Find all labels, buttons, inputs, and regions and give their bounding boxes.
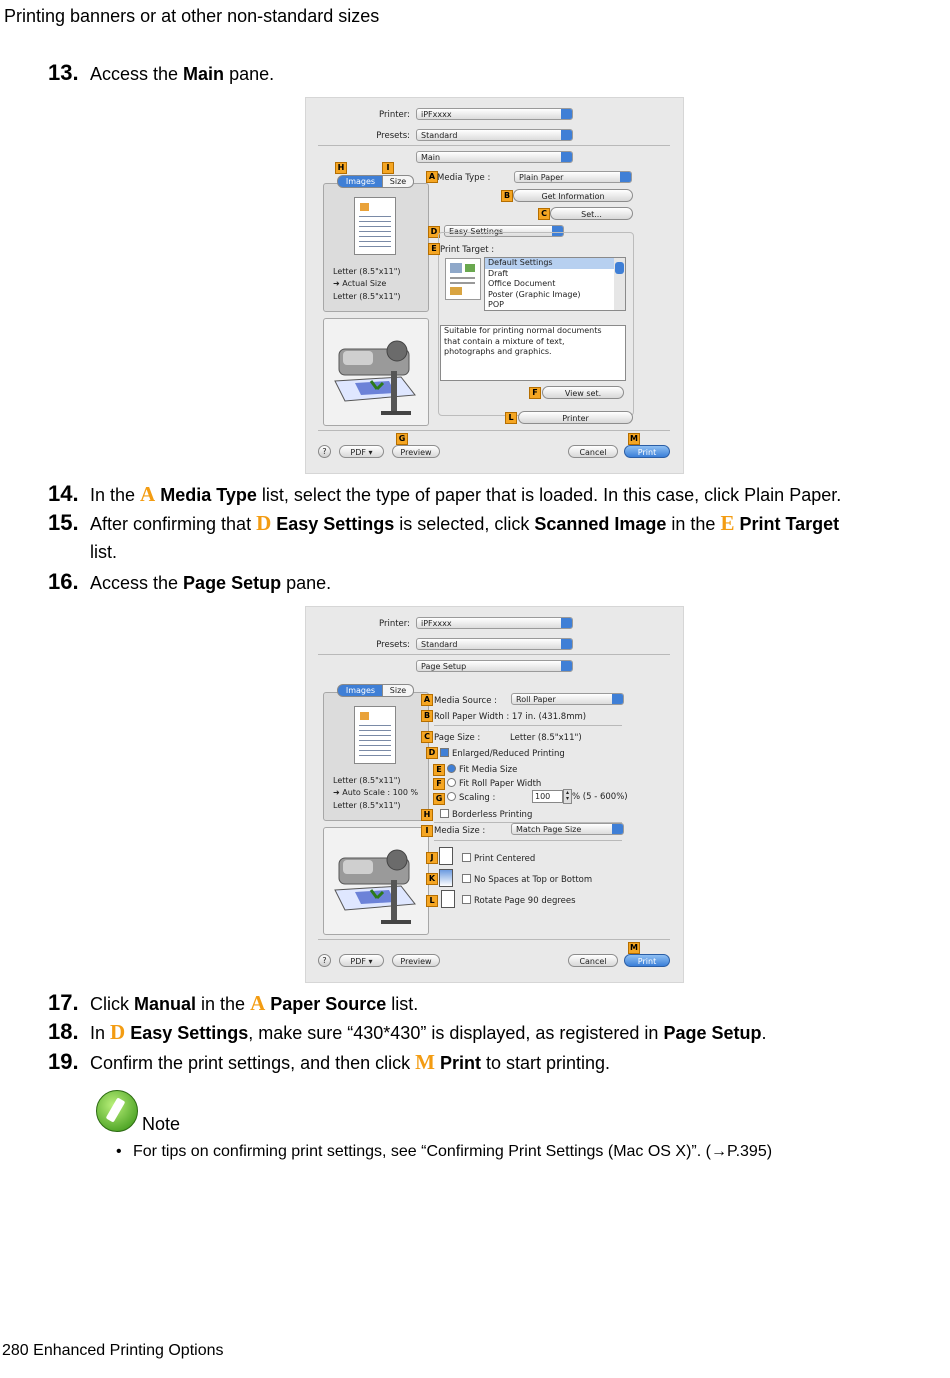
step-19 <box>48 1051 610 1074</box>
printer-button[interactable]: Printer <box>518 411 633 424</box>
checkbox-checked-icon <box>440 748 449 757</box>
note-text: For tips on confirming print settings, see “Confirming Print Settings (Mac OS X)”. (→P.395) <box>133 1143 773 1160</box>
note-title: Note <box>142 1114 181 1134</box>
step-text: Confirm the print settings, and then click <box>90 1053 416 1073</box>
presets-label: Presets: <box>376 640 410 650</box>
step-17 <box>48 992 418 1015</box>
list-item[interactable]: Draft <box>488 268 509 278</box>
enlarged-reduced-checkbox[interactable] <box>440 748 565 759</box>
step-number: 14. <box>48 481 79 506</box>
size-line-2-text: Actual Size <box>342 279 387 288</box>
step-number: 18. <box>48 1019 79 1044</box>
divider <box>318 654 670 655</box>
radio-selected-icon <box>447 764 456 773</box>
media-type-label: Media Type : <box>437 173 491 183</box>
checkbox-icon <box>462 895 471 904</box>
printer-label: Printer: <box>379 619 410 629</box>
page-preview <box>354 706 396 764</box>
step-text: In <box>90 1023 111 1043</box>
radio-label: Scaling : <box>459 793 496 803</box>
step-number: 13. <box>48 60 79 85</box>
callout-letter: M <box>415 1050 435 1074</box>
print-dialog-main-screenshot <box>305 97 684 474</box>
step-number: 15. <box>48 510 79 535</box>
print-dialog-page-setup-screenshot <box>305 606 684 983</box>
badge-k: K <box>426 873 438 885</box>
badge-g: G <box>396 433 408 445</box>
tab-size[interactable]: Size <box>382 175 414 188</box>
print-button[interactable]: Print <box>624 445 670 458</box>
media-type-popup[interactable]: Plain Paper <box>514 171 632 183</box>
tab-size[interactable]: Size <box>382 684 414 697</box>
checkbox-icon <box>462 874 471 883</box>
step-13 <box>48 62 274 85</box>
step-bold: Media Type <box>155 485 257 505</box>
list-item[interactable]: Default Settings <box>485 258 625 269</box>
roll-paper-width: Roll Paper Width : 17 in. (431.8mm) <box>434 712 587 722</box>
step-bold: Easy Settings <box>125 1023 249 1043</box>
picture-thumb-icon <box>360 203 369 211</box>
printer-popup[interactable]: iPFxxxx <box>416 617 573 629</box>
print-button[interactable]: Print <box>624 954 670 967</box>
step-bold: Page Setup <box>183 573 282 593</box>
step-bold: Print <box>434 1053 481 1073</box>
callout-letter: A <box>140 482 156 506</box>
media-size-label: Media Size : <box>434 826 486 836</box>
size-line-2-text: Auto Scale : 100 % <box>342 788 419 797</box>
badge-f: F <box>433 778 445 790</box>
preview-button[interactable]: Preview <box>392 445 440 458</box>
radio-label: Fit Media Size <box>459 765 518 775</box>
fit-roll-width-radio[interactable] <box>447 778 541 789</box>
step-text: . <box>761 1023 767 1043</box>
checkbox-label: Borderless Printing <box>452 810 533 820</box>
printer-illustration-icon <box>331 331 423 426</box>
radio-icon <box>447 778 456 787</box>
step-bold: Easy Settings <box>271 514 395 534</box>
scrollbar[interactable] <box>614 258 625 310</box>
list-item[interactable]: Office Document <box>488 279 556 288</box>
tab-images[interactable]: Images <box>337 175 384 188</box>
list-item[interactable]: POP <box>488 300 504 309</box>
printer-label: Printer: <box>379 110 410 120</box>
description-box <box>440 325 626 381</box>
step-text: pane. <box>224 64 275 84</box>
divider <box>434 725 622 726</box>
step-text: Access the <box>90 573 184 593</box>
badge-j: J <box>426 852 438 864</box>
badge-f: F <box>529 387 541 399</box>
media-source-popup[interactable]: Roll Paper <box>511 693 624 705</box>
divider <box>434 840 622 841</box>
step-text: is selected, click <box>394 514 535 534</box>
badge-c: C <box>421 731 433 743</box>
badge-l: L <box>426 895 438 907</box>
callout-letter: A <box>250 991 266 1015</box>
step-text: After confirming that <box>90 514 257 534</box>
size-line-2 <box>333 787 418 799</box>
step-number: 19. <box>48 1049 79 1074</box>
step-bold: Manual <box>134 994 197 1014</box>
help-button[interactable]: ? <box>318 954 331 967</box>
callout-letter: E <box>720 511 735 535</box>
step-number: 16. <box>48 569 79 594</box>
checkbox-icon <box>440 809 449 818</box>
arrow-down-icon: ➜ <box>333 279 343 288</box>
printer-illustration-icon <box>331 840 423 935</box>
print-target-thumbnail-icon <box>445 258 481 300</box>
step-text: in the <box>666 514 721 534</box>
size-line-1: Letter (8.5"x11") <box>333 267 401 276</box>
printer-popup[interactable]: iPFxxxx <box>416 108 573 120</box>
step-text: In the <box>90 485 141 505</box>
page-footer: 280 Enhanced Printing Options <box>2 1342 224 1359</box>
radio-icon <box>447 792 456 801</box>
cancel-button[interactable]: Cancel <box>568 445 618 458</box>
size-line-3: Letter (8.5"x11") <box>333 292 401 301</box>
note-pencil-icon <box>96 1090 138 1132</box>
print-centered-checkbox[interactable] <box>462 853 535 864</box>
scaling-input[interactable]: 100 <box>532 790 563 803</box>
help-button[interactable]: ? <box>318 445 331 458</box>
picture-thumb-icon <box>360 712 369 720</box>
badge-b: B <box>421 710 433 722</box>
pdf-button[interactable]: PDF ▾ <box>339 445 384 458</box>
step-bold: Main <box>183 64 225 84</box>
badge-c: C <box>538 208 550 220</box>
badge-e: E <box>433 764 445 776</box>
badge-m: M <box>628 433 640 445</box>
size-line-2 <box>333 278 386 290</box>
set-button[interactable]: Set... <box>550 207 633 220</box>
badge-h: H <box>421 809 433 821</box>
pdf-button[interactable]: PDF ▾ <box>339 954 384 967</box>
tab-images[interactable]: Images <box>337 684 384 697</box>
bullet-marker: • <box>116 1143 122 1160</box>
print-target-label: Print Target : <box>440 245 495 255</box>
page-size-label: Page Size : <box>434 733 481 743</box>
page-preview <box>354 197 396 255</box>
pane-popup[interactable]: Page Setup <box>416 660 573 672</box>
step-bold: Paper Source <box>265 994 387 1014</box>
no-spaces-checkbox[interactable] <box>462 874 592 885</box>
no-spaces-icon <box>439 869 453 887</box>
size-line-1: Letter (8.5"x11") <box>333 776 401 785</box>
step-text: , make sure “430*430” is displayed, as registered in <box>248 1023 664 1043</box>
checkbox-label: Print Centered <box>474 854 536 864</box>
cancel-button[interactable]: Cancel <box>568 954 618 967</box>
size-line-3: Letter (8.5"x11") <box>333 801 401 810</box>
step-15-continuation: list. <box>90 542 117 562</box>
presets-popup[interactable]: Standard <box>416 638 573 650</box>
step-text: list, select the type of paper that is loaded. In this case, click Plain Paper. <box>256 485 842 505</box>
badge-b: B <box>501 190 513 202</box>
step-bold: Scanned Image <box>534 514 667 534</box>
checkbox-label: No Spaces at Top or Bottom <box>474 875 593 885</box>
step-bold: Print Target <box>734 514 840 534</box>
rotate-page-checkbox[interactable] <box>462 895 576 906</box>
badge-a: A <box>426 171 438 183</box>
step-bold: Page Setup <box>663 1023 762 1043</box>
badge-i: I <box>382 162 394 174</box>
note-bullet <box>116 1143 772 1161</box>
list-item[interactable]: Poster (Graphic Image) <box>488 289 581 299</box>
badge-l: L <box>505 412 517 424</box>
badge-a: A <box>421 694 433 706</box>
divider <box>318 939 670 940</box>
scaling-range: % (5 - 600%) <box>572 792 628 802</box>
checkbox-label: Rotate Page 90 degrees <box>474 896 576 906</box>
step-text: to start printing. <box>481 1053 611 1073</box>
get-information-button[interactable]: Get Information <box>513 189 633 202</box>
arrow-down-icon: ➜ <box>333 788 343 797</box>
media-source-label: Media Source : <box>434 696 497 706</box>
description-text: Suitable for printing normal documents that contain a mixture of text, photographs and graphics. <box>444 326 602 356</box>
borderless-checkbox[interactable] <box>440 809 532 820</box>
pane-popup[interactable]: Main <box>416 151 573 163</box>
checkbox-label: Enlarged/Reduced Printing <box>452 749 565 759</box>
step-16 <box>48 571 331 594</box>
badge-m: M <box>628 942 640 954</box>
preview-button[interactable]: Preview <box>392 954 440 967</box>
presets-popup[interactable]: Standard <box>416 129 573 141</box>
badge-i: I <box>421 825 433 837</box>
step-18 <box>48 1021 767 1044</box>
presets-label: Presets: <box>376 131 410 141</box>
divider <box>318 430 670 431</box>
print-centered-icon <box>439 847 453 865</box>
step-text: list. <box>386 994 419 1014</box>
divider <box>318 145 670 146</box>
checkbox-icon <box>462 853 471 862</box>
running-header: Printing banners or at other non-standard sizes <box>4 6 380 26</box>
step-text: Access the <box>90 64 184 84</box>
fit-media-size-radio[interactable] <box>447 764 517 775</box>
easy-settings-popup[interactable]: Easy Settings <box>444 225 564 237</box>
rotate-page-icon <box>441 890 455 908</box>
badge-g: G <box>433 793 445 805</box>
page-size-value: Letter (8.5"x11") <box>510 733 582 743</box>
badge-e: E <box>428 243 440 255</box>
badge-h: H <box>335 162 347 174</box>
step-number: 17. <box>48 990 79 1015</box>
radio-label: Fit Roll Paper Width <box>459 779 542 789</box>
scaling-stepper[interactable]: ▴ ▾ <box>563 789 572 804</box>
step-text: pane. <box>281 573 332 593</box>
callout-letter: D <box>110 1020 126 1044</box>
badge-d: D <box>428 226 440 238</box>
badge-d: D <box>426 747 438 759</box>
step-15 <box>48 512 839 535</box>
media-size-popup[interactable]: Match Page Size <box>511 823 624 835</box>
scaling-radio[interactable] <box>447 792 495 803</box>
step-14 <box>48 483 841 506</box>
step-text: Click <box>90 994 134 1014</box>
view-set-button[interactable]: View set. <box>542 386 624 399</box>
step-text: in the <box>196 994 251 1014</box>
callout-letter: D <box>256 511 272 535</box>
print-target-list[interactable] <box>484 257 626 311</box>
